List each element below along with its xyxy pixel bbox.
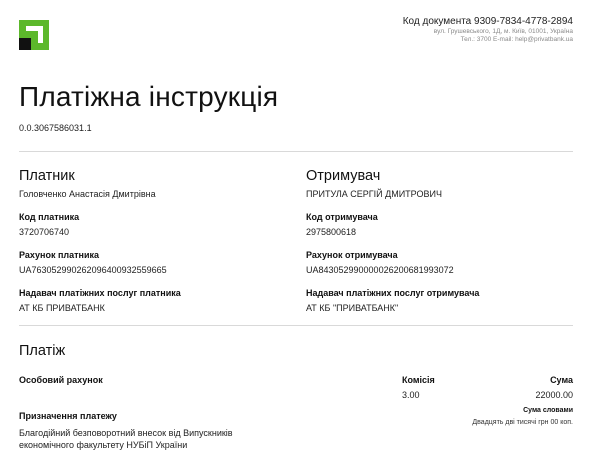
payer-name: Головченко Анастасія Дмитрівна [19, 189, 156, 199]
amount-value: 22000.00 [535, 390, 573, 400]
payer-account-field [19, 250, 289, 276]
divider [19, 325, 573, 326]
document-number: 0.0.3067586031.1 [19, 123, 92, 133]
commission-value: 3.00 [402, 390, 420, 400]
recipient-code-label: Код отримувача [306, 212, 378, 222]
bank-address: вул. Грушевського, 1Д, м. Київ, 01001, Україна [433, 28, 573, 35]
amount-words-value: Двадцять дві тисячі грн 00 коп. [472, 419, 573, 426]
recipient-account-field [306, 250, 576, 276]
payer-code-field [19, 212, 289, 238]
payment-purpose-value: Благодійний безповоротний внесок від Випускників економічного факультету НУБіП України [19, 428, 233, 450]
recipient-code-value: 2975800618 [306, 227, 357, 237]
payer-account-label: Рахунок платника [19, 250, 99, 260]
payer-section [19, 167, 289, 314]
recipient-provider-label: Надавач платіжних послуг отримувача [306, 288, 480, 298]
bank-contacts: Тел.: 3700 E-mail: help@privatbank.ua [460, 36, 573, 43]
recipient-heading: Отримувач [306, 168, 381, 184]
payer-provider-label: Надавач платіжних послуг платника [19, 288, 181, 298]
payer-code-label: Код платника [19, 212, 80, 222]
payer-heading: Платник [19, 168, 75, 184]
recipient-provider-field [306, 288, 576, 314]
payer-provider-value: АТ КБ ПРИВАТБАНК [19, 303, 105, 313]
personal-account-label: Особовий рахунок [19, 375, 103, 385]
page-title: Платіжна інструкція [19, 81, 279, 112]
privatbank-logo-icon [19, 20, 49, 50]
payer-account-value: UA763052990262096400932559665 [19, 265, 167, 275]
payment-purpose-label: Призначення платежу [19, 411, 117, 421]
payer-code-value: 3720706740 [19, 227, 70, 237]
recipient-code-field [306, 212, 576, 238]
commission-label: Комісія [402, 375, 435, 385]
amount-words-label: Сума словами [523, 407, 573, 414]
recipient-section [306, 167, 576, 314]
payment-heading: Платіж [19, 343, 66, 359]
payer-provider-field [19, 288, 289, 314]
recipient-provider-value: АТ КБ "ПРИВАТБАНК" [306, 303, 399, 313]
document-meta [403, 16, 573, 44]
divider [19, 151, 573, 152]
amount-label: Сума [550, 375, 573, 385]
recipient-name: ПРИТУЛА СЕРГІЙ ДМИТРОВИЧ [306, 189, 442, 199]
recipient-account-value: UA843052990000026200681993072 [306, 265, 454, 275]
document-code: Код документа 9309-7834-4778-2894 [402, 16, 573, 27]
recipient-account-label: Рахунок отримувача [306, 250, 398, 260]
